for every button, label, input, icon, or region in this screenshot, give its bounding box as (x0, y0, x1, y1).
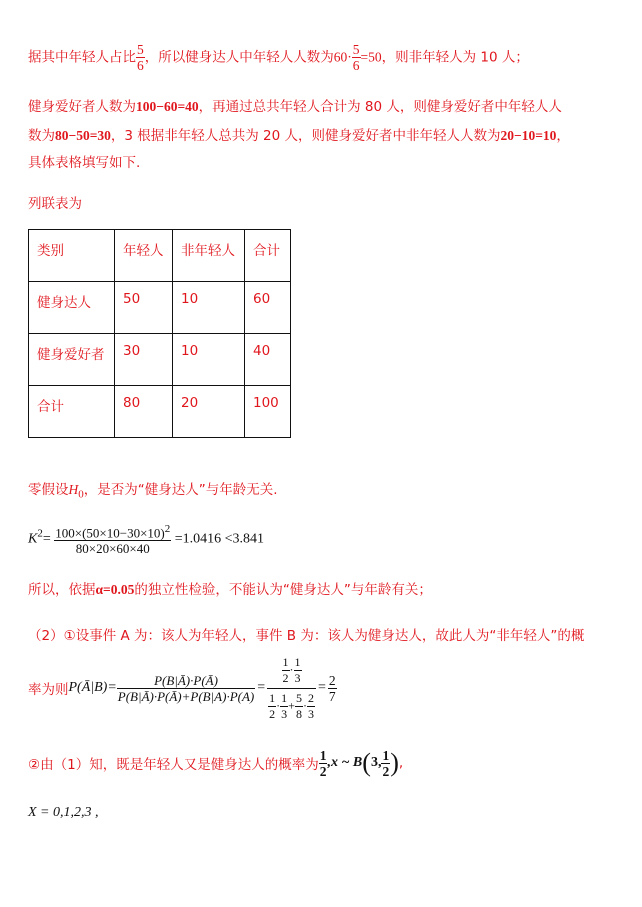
k2-equals: = (42, 531, 51, 547)
table-cell: 80 (115, 386, 173, 438)
small-fraction-num: 1 (282, 654, 289, 669)
table-cell: 50 (115, 282, 173, 334)
bayes-numerator: P(B|Ā)·P(Ā) (117, 673, 255, 689)
para1-mid: ，所以健身达人中年轻人人数为 (144, 49, 334, 66)
conclusion-alpha: α=0.05 (95, 582, 135, 597)
part2-bayes-line (28, 652, 337, 724)
contingency-table (28, 229, 291, 438)
small-fraction (307, 691, 315, 722)
bayes-general-fraction (117, 673, 255, 704)
x-values: X = 0,1,2,3 , (28, 805, 99, 820)
small-fraction-num: 5 (295, 690, 302, 705)
hypothesis-line (28, 478, 278, 501)
distribution-p-num: 1 (382, 747, 390, 763)
table-cell: 健身爱好者 (29, 334, 115, 386)
table-row (29, 282, 291, 334)
small-fraction (295, 691, 303, 722)
bayes-denominator: P(B|Ā)·P(Ā)+P(B|A)·P(A) (117, 688, 255, 704)
para1 (28, 42, 529, 73)
bayes-numeric-numerator: $\frac{1}{2}$ · $\frac{1}{3}$ (267, 655, 316, 689)
k2-symbol: K (28, 531, 38, 547)
part2b-comma: , (398, 755, 404, 771)
para2-text-e: ， (556, 128, 570, 144)
table-cell: 30 (115, 334, 173, 386)
k2-denominator: 80×20×60×40 (75, 541, 150, 557)
k2-numerator-text: 100×(50×10−30×10) (55, 525, 165, 541)
small-fraction-num: 1 (269, 690, 276, 705)
result-numerator: 2 (328, 672, 336, 688)
small-fraction-num: 1 (294, 654, 301, 669)
table-row (29, 386, 291, 438)
small-fraction-den: 3 (281, 706, 288, 721)
small-fraction-den: 8 (295, 706, 302, 721)
fraction-five-sixths: $\frac{5}{6}$ (137, 42, 144, 73)
table-cell: 20 (173, 386, 245, 438)
table-header-cell: 类别 (29, 230, 115, 282)
k2-fraction (54, 522, 171, 556)
hypothesis-text-a: 零假设 (28, 482, 69, 498)
result-fraction (328, 673, 337, 704)
para1-post: ，则非年轻人为 10 人； (381, 49, 529, 66)
para2-text-c: 数为 (28, 128, 55, 144)
para2-line2 (28, 124, 570, 144)
small-fraction (282, 655, 290, 686)
k2-formula (28, 522, 264, 556)
para2-expr-2: 80−50=30 (55, 128, 111, 143)
bayes-numeric-fraction (267, 655, 316, 722)
table-cell: 60 (245, 282, 291, 334)
result-equals: = (317, 680, 326, 695)
distribution-p-fraction (381, 748, 390, 779)
conclusion-line (28, 578, 432, 598)
k2-numerator (54, 522, 171, 541)
table-cell: 10 (173, 334, 245, 386)
distribution-n: 3, (370, 755, 382, 770)
bayes-equals: = (257, 680, 266, 695)
table-title: 列联表为 (28, 196, 82, 212)
table-row (29, 334, 291, 386)
para1-expr-a: 60· (333, 49, 352, 65)
small-fraction-num: 1 (281, 690, 288, 705)
part2b-text: ②由（1）知，既是年轻人又是健身达人的概率为 (28, 757, 319, 773)
paren-close: ) (390, 748, 399, 777)
k2-result: =1.0416 <3.841 (174, 531, 265, 547)
table-cell: 合计 (29, 386, 115, 438)
small-fraction-den: 2 (269, 706, 276, 721)
hypothesis-text-b: ，是否为“健身达人”与年龄无关. (83, 482, 278, 498)
k2-numerator-sup: 2 (164, 523, 171, 535)
small-fraction (268, 691, 276, 722)
table-cell: 100 (245, 386, 291, 438)
table-header-cell: 非年轻人 (173, 230, 245, 282)
table-header-row (29, 230, 291, 282)
table-header-cell: 合计 (245, 230, 291, 282)
para2-text-d: ，3 根据非年轻人总共为 20 人，则健身爱好者中非年轻人人数为 (110, 128, 501, 144)
k2-superscript: 2 (37, 527, 43, 540)
para2-expr-3: 20−10=10 (500, 128, 557, 143)
bayes-lhs: P(Ā|B)= (68, 680, 117, 695)
hypothesis-subscript: 0 (78, 488, 84, 501)
paren-open: ( (362, 748, 371, 777)
result-denominator: 7 (328, 688, 336, 704)
para1-expr-b: =50 (360, 49, 382, 65)
small-fraction-den: 3 (294, 670, 301, 685)
para2-expr-1: 100−60=40 (136, 99, 199, 114)
para2-text-b: ，再通过总共年轻人合计为 80 人，则健身爱好者中年轻人人 (198, 99, 562, 115)
para1-pre: 据其中年轻人占比 (28, 49, 136, 66)
table-cell: 40 (245, 334, 291, 386)
table-cell: 健身达人 (29, 282, 115, 334)
probability-num: 1 (319, 747, 327, 763)
distribution-p-den: 2 (382, 763, 390, 779)
small-fraction-den: 3 (307, 706, 314, 721)
part2-text-a: 率为则 (28, 682, 69, 698)
small-fraction (280, 691, 288, 722)
para2-line3: 具体表格填写如下. (28, 155, 141, 171)
hypothesis-symbol: H (68, 482, 79, 497)
conclusion-text-a: 所以，依据 (28, 582, 96, 598)
small-fraction (294, 655, 302, 686)
part2b-line (28, 743, 403, 783)
para2-line1 (28, 95, 562, 115)
table-header-cell: 年轻人 (115, 230, 173, 282)
probability-den: 2 (319, 763, 327, 779)
table-cell: 10 (173, 282, 245, 334)
small-fraction-num: 2 (307, 690, 314, 705)
bayes-numeric-denominator: $\frac{1}{2}$ · $\frac{1}{3}$ + $\frac{5}{8}$ · $\frac{2}{3}$ (269, 690, 314, 721)
distribution-symbol: ,x ~ B (327, 755, 363, 770)
small-fraction-den: 2 (282, 670, 289, 685)
fraction-five-sixths-2: $\frac{5}{6}$ (352, 42, 360, 73)
para2-text-a: 健身爱好者人数为 (28, 99, 136, 115)
part2-line1: （2）①设事件 A 为：该人为年轻人，事件 B 为：该人为健身达人，故此人为“非年轻人”的概 (28, 628, 585, 644)
conclusion-text-b: 的独立性检验，不能认为“健身达人”与年龄有关； (134, 582, 432, 598)
